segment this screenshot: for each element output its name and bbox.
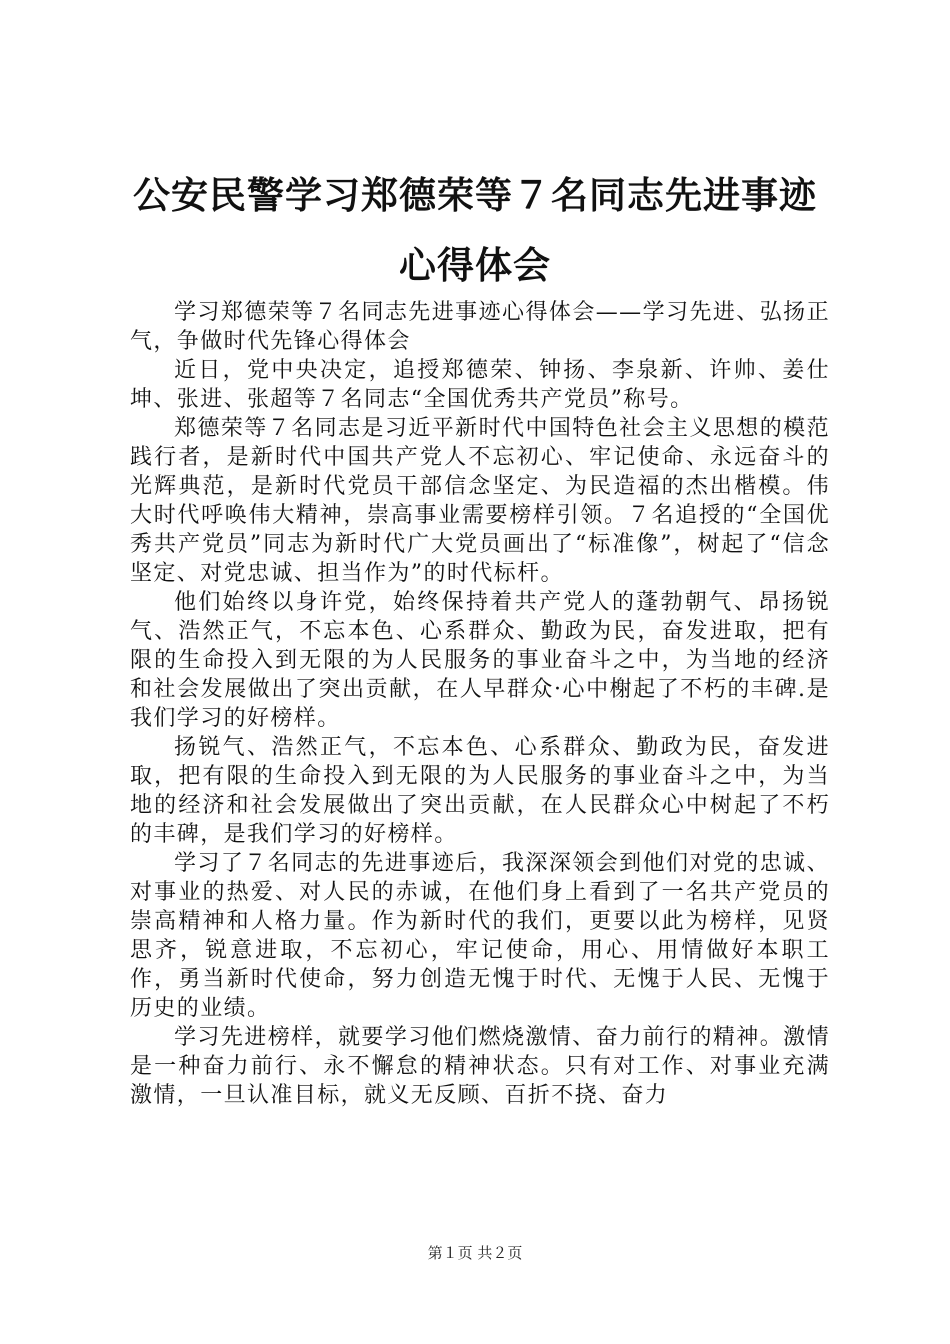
document-body bbox=[130, 298, 830, 1110]
paragraph: 学习郑德荣等７名同志先进事迹心得体会——学习先进、弘扬正气，争做时代先锋心得体会 bbox=[130, 300, 830, 354]
page-footer: 第１页 共２页 bbox=[427, 1244, 523, 1262]
paragraph: 郑德荣等７名同志是习近平新时代中国特色社会主义思想的模范践行者，是新时代中国共产党人不忘初心、牢记使命、永远奋斗的光辉典范，是新时代党员干部信念坚定、为民造福的杰出楷模。伟大时代呼唤伟大精神，崇高事业需要榜样引领。７名追授的“全国优秀共产党员”同志为新时代广大党员画出了“标准像”，树起了“信念坚定、对党忠诚、担当作为”的时代标杆。 bbox=[130, 416, 830, 586]
document-title: 公安民警学习郑德荣等７名同志先进事迹心得体会 bbox=[133, 173, 817, 287]
paragraph: 学习先进榜样，就要学习他们燃烧激情、奋力前行的精神。激情是一种奋力前行、永不懈怠的精神状态。只有对工作、对事业充满激情，一旦认准目标，就义无反顾、百折不挠、奋力 bbox=[130, 1025, 830, 1108]
paragraph: 扬锐气、浩然正气，不忘本色、心系群众、勤政为民，奋发进取，把有限的生命投入到无限的为人民服务的事业奋斗之中，为当地的经济和社会发展做出了突出贡献，在人民群众心中树起了不朽的丰碑，是我们学习的好榜样。 bbox=[130, 735, 830, 847]
paragraph: 学习了７名同志的先进事迹后，我深深领会到他们对党的忠诚、对事业的热爱、对人民的赤诚，在他们身上看到了一名共产党员的崇高精神和人格力量。作为新时代的我们，更要以此为榜样，见贤思齐，锐意进取，不忘初心，牢记使命，用心、用情做好本职工作，勇当新时代使命，努力创造无愧于时代、无愧于人民、无愧于历史的业绩。 bbox=[130, 851, 830, 1021]
paragraph: 他们始终以身许党，始终保持着共产党人的蓬勃朝气、昂扬锐气、浩然正气，不忘本色、心系群众、勤政为民，奋发进取，把有限的生命投入到无限的为人民服务的事业奋斗之中，为当地的经济和社会发展做出了突出贡献，在人早群众·心中榭起了不朽的丰碑.是我们学习的好榜样。 bbox=[130, 590, 830, 731]
paragraph: 近日，党中央决定，追授郑德荣、钟扬、李泉新、许帅、姜仕坤、张进、张超等７名同志“全国优秀共产党员”称号。 bbox=[130, 358, 830, 412]
